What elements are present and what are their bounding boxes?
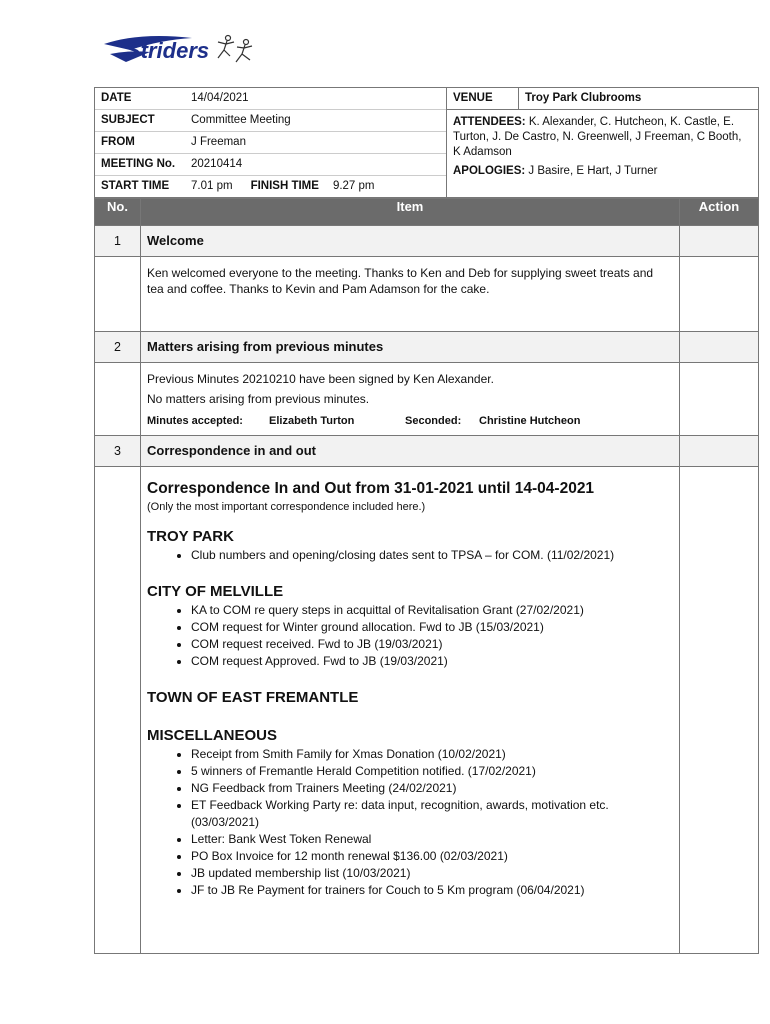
item-1-title: Welcome xyxy=(141,226,680,257)
time-row: START TIME 7.01 pm FINISH TIME 9.27 pm xyxy=(101,180,375,192)
venue-value: Troy Park Clubrooms xyxy=(519,88,759,110)
list-item: • PO Box Invoice for 12 month renewal $136.00 (02/03/2021) xyxy=(191,848,673,865)
list-item: • 5 winners of Fremantle Herald Competition notified. (17/02/2021) xyxy=(191,763,673,780)
items-table xyxy=(94,198,759,954)
meeting-header xyxy=(94,87,759,198)
list-item: • Letter: Bank West Token Renewal xyxy=(191,831,673,848)
minutes-acceptance: Minutes accepted: Elizabeth Turton Seconded: Christine Hutcheon xyxy=(147,415,581,427)
meeting-no-row: MEETING No. 20210414 xyxy=(95,154,446,176)
list-item: • KA to COM re query steps in acquittal of Revitalisation Grant (27/02/2021) xyxy=(191,602,673,619)
item-1-header: 1 Welcome xyxy=(95,226,759,257)
correspondence-body xyxy=(141,467,680,954)
list-item: • COM request Approved. Fwd to JB (19/03/2021) xyxy=(191,653,673,670)
melville-list xyxy=(147,602,673,670)
logo-text: Striders xyxy=(126,38,210,63)
attendance-cell xyxy=(447,110,759,198)
list-item: • NG Feedback from Trainers Meeting (24/02/2021) xyxy=(191,780,673,797)
item-3-header: 3 Correspondence in and out xyxy=(95,436,759,467)
section-town-of-east-fremantle: TOWN OF EAST FREMANTLE xyxy=(147,689,359,706)
venue-label: VENUE xyxy=(447,88,519,110)
item-2-line-2: No matters arising from previous minutes. xyxy=(147,392,370,406)
list-item: • Receipt from Smith Family for Xmas Donation (10/02/2021) xyxy=(191,746,673,763)
subject-row: SUBJECT Committee Meeting xyxy=(95,110,446,132)
col-no: No. xyxy=(95,199,141,226)
section-miscellaneous: MISCELLANEOUS xyxy=(147,727,278,744)
section-city-of-melville: CITY OF MELVILLE xyxy=(147,583,284,600)
date-row: DATE 14/04/2021 xyxy=(95,88,446,110)
item-1-text: Ken welcomed everyone to the meeting. Thanks to Ken and Deb for supplying sweet treats and tea and coffee. Thanks to Kevin and Pam Adamson for the cake. xyxy=(141,257,680,332)
list-item: • ET Feedback Working Party re: data input, recognition, awards, motivation etc. (03/03/2021) xyxy=(191,797,673,831)
list-item: • Club numbers and opening/closing dates sent to TPSA – for COM. (11/02/2021) xyxy=(191,547,673,564)
item-2-header: 2 Matters arising from previous minutes xyxy=(95,332,759,363)
col-action: Action xyxy=(680,199,759,226)
attendees: ATTENDEES: K. Alexander, C. Hutcheon, K. Castle, E. Turton, J. De Castro, N. Greenwell, J Freeman, C Booth, K Adamson xyxy=(453,116,742,158)
item-1-body xyxy=(95,257,759,332)
minutes-document xyxy=(94,87,759,954)
item-2-title: Matters arising from previous minutes xyxy=(141,332,680,363)
item-2-line-1: Previous Minutes 20210210 have been signed by Ken Alexander. xyxy=(147,372,494,386)
col-item: Item xyxy=(141,199,680,226)
list-item: • JB updated membership list (10/03/2021) xyxy=(191,865,673,882)
item-3-title: Correspondence in and out xyxy=(141,436,680,467)
from-row: FROM J Freeman xyxy=(95,132,446,154)
apologies: APOLOGIES: J Basire, E Hart, J Turner xyxy=(453,165,658,177)
item-2-body xyxy=(95,363,759,436)
striders-logo xyxy=(100,28,260,74)
list-item: • COM request received. Fwd to JB (19/03/2021) xyxy=(191,636,673,653)
correspondence-heading: Correspondence In and Out from 31-01-2021 until 14-04-2021 xyxy=(147,480,595,497)
misc-list xyxy=(147,746,673,899)
troy-park-list xyxy=(147,547,673,564)
section-troy-park: TROY PARK xyxy=(147,528,234,545)
item-3-body xyxy=(95,467,759,954)
list-item: • JF to JB Re Payment for trainers for Couch to 5 Km program (06/04/2021) xyxy=(191,882,673,899)
list-item: • COM request for Winter ground allocation. Fwd to JB (15/03/2021) xyxy=(191,619,673,636)
correspondence-note: (Only the most important correspondence included here.) xyxy=(147,501,426,513)
